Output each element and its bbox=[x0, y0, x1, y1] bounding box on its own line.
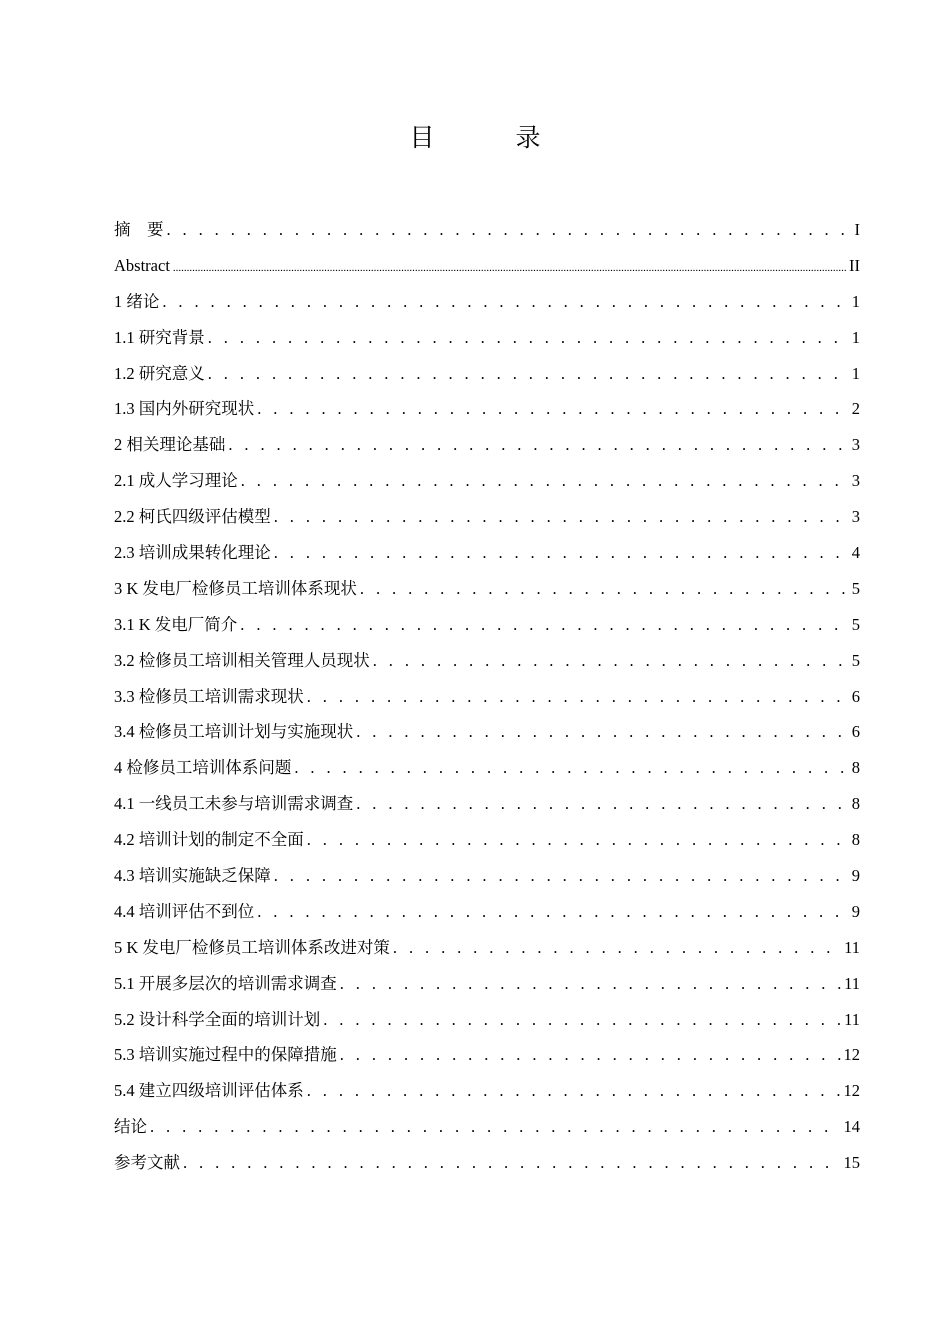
toc-leader-dots bbox=[208, 320, 849, 356]
toc-entry-section-3-2[interactable] bbox=[114, 643, 860, 679]
toc-leader-dots bbox=[360, 571, 849, 607]
toc-entry-page: 12 bbox=[843, 1081, 860, 1101]
toc-leader-dots bbox=[307, 1073, 841, 1109]
toc-entry-page: 1 bbox=[851, 363, 860, 383]
toc-entry-section-1-2[interactable] bbox=[114, 356, 860, 392]
toc-entry-section-2-1[interactable] bbox=[114, 463, 860, 499]
toc-entry-page: 8 bbox=[851, 794, 860, 814]
toc-entry-page: 11 bbox=[844, 973, 860, 993]
toc-entry-page: 6 bbox=[851, 722, 860, 742]
toc-entry-page: 3 bbox=[851, 435, 860, 455]
toc-entry-page: 15 bbox=[843, 1153, 860, 1173]
toc-leader-dots bbox=[257, 391, 849, 427]
toc-leader-dots bbox=[183, 1145, 841, 1181]
toc-entry-section-5-4[interactable] bbox=[114, 1073, 860, 1109]
toc-entry-section-2-3[interactable] bbox=[114, 535, 860, 571]
toc-leader-dots bbox=[162, 284, 848, 320]
toc-entry-page: 1 bbox=[851, 327, 860, 347]
toc-entry-section-4-1[interactable] bbox=[114, 786, 860, 822]
toc-entry-section-4-2[interactable] bbox=[114, 822, 860, 858]
toc-entry-page: 9 bbox=[851, 901, 860, 921]
toc-leader-dots bbox=[167, 212, 852, 248]
toc-entry-title: 5.4 建立四级培训评估体系 bbox=[114, 1081, 304, 1101]
toc-entry-page: 5 bbox=[851, 650, 860, 670]
toc-entry-section-3-3[interactable] bbox=[114, 679, 860, 715]
page-title: 目 录 bbox=[409, 123, 569, 152]
toc-entry-title: 3.3 检修员工培训需求现状 bbox=[114, 686, 304, 706]
toc-entry-conclusion[interactable] bbox=[114, 1109, 860, 1145]
toc-leader-dots bbox=[241, 463, 849, 499]
toc-leader-dots bbox=[307, 679, 849, 715]
toc-entry-page: 11 bbox=[844, 937, 860, 957]
toc-leader-dots bbox=[208, 356, 849, 392]
toc-entry-title: 1.3 国内外研究现状 bbox=[114, 399, 255, 419]
toc-entry-section-5-1[interactable] bbox=[114, 966, 860, 1002]
toc-entry-page: 11 bbox=[844, 1009, 860, 1029]
toc-entry-page: 8 bbox=[851, 758, 860, 778]
toc-entry-title: 参考文献 bbox=[114, 1153, 180, 1173]
toc-entry-page: 1 bbox=[851, 291, 860, 311]
toc-entry-title: 4 检修员工培训体系问题 bbox=[114, 758, 292, 778]
toc-entry-section-4-3[interactable] bbox=[114, 858, 860, 894]
toc-leader-dots bbox=[240, 607, 848, 643]
toc-leader-dots bbox=[356, 786, 849, 822]
toc-entry-title: 结论 bbox=[114, 1117, 147, 1137]
toc-leader-dots bbox=[228, 427, 848, 463]
toc-entry-title: 2 相关理论基础 bbox=[114, 435, 226, 455]
toc-entry-title: 5.3 培训实施过程中的保障措施 bbox=[114, 1045, 337, 1065]
toc-entry-title: 摘 要 bbox=[114, 220, 164, 239]
toc-leader-dots bbox=[307, 822, 849, 858]
toc-entry-page: 8 bbox=[851, 830, 860, 850]
toc-entry-title: 5.1 开展多层次的培训需求调查 bbox=[114, 973, 337, 993]
toc-entry-section-3-4[interactable] bbox=[114, 714, 860, 750]
toc-leader-dots bbox=[274, 499, 849, 535]
toc-leader-dots bbox=[294, 750, 848, 786]
toc-leader-dots bbox=[323, 1002, 841, 1038]
toc-entry-page: 3 bbox=[851, 507, 860, 527]
toc-entry-title: 2.3 培训成果转化理论 bbox=[114, 543, 271, 563]
toc-entry-section-4-4[interactable] bbox=[114, 894, 860, 930]
toc-entry-chapter-4[interactable] bbox=[114, 750, 860, 786]
toc-entry-section-3-1[interactable] bbox=[114, 607, 860, 643]
toc-entry-title: 3.2 检修员工培训相关管理人员现状 bbox=[114, 650, 370, 670]
toc-leader-dots bbox=[340, 966, 841, 1002]
toc-entry-title: 5.2 设计科学全面的培训计划 bbox=[114, 1009, 321, 1029]
toc-entry-chapter-5[interactable] bbox=[114, 930, 860, 966]
toc-leader-dots bbox=[173, 251, 846, 284]
toc-entry-page: 5 bbox=[851, 578, 860, 598]
toc-entry-references[interactable] bbox=[114, 1145, 860, 1181]
toc-entry-page: 9 bbox=[851, 866, 860, 886]
toc-entry-title: 4.4 培训评估不到位 bbox=[114, 901, 255, 921]
toc-entry-title: 3 K 发电厂检修员工培训体系现状 bbox=[114, 578, 357, 598]
toc-entry-title: 1.1 研究背景 bbox=[114, 327, 205, 347]
toc-entry-section-1-1[interactable] bbox=[114, 320, 860, 356]
toc-entry-chapter-3[interactable] bbox=[114, 571, 860, 607]
toc-entry-title: 4.3 培训实施缺乏保障 bbox=[114, 866, 271, 886]
toc-leader-dots bbox=[393, 930, 841, 966]
toc-entry-chapter-1[interactable] bbox=[114, 284, 860, 320]
toc-leader-dots bbox=[340, 1037, 841, 1073]
table-of-contents bbox=[114, 212, 860, 1181]
toc-entry-section-1-3[interactable] bbox=[114, 391, 860, 427]
toc-entry-title: 2.2 柯氏四级评估模型 bbox=[114, 507, 271, 527]
toc-entry-title: 4.1 一线员工未参与培训需求调查 bbox=[114, 794, 354, 814]
toc-entry-section-5-3[interactable] bbox=[114, 1037, 860, 1073]
toc-entry-title: 3.4 检修员工培训计划与实施现状 bbox=[114, 722, 354, 742]
toc-entry-page: 5 bbox=[851, 614, 860, 634]
toc-entry-abstract-en[interactable] bbox=[114, 248, 860, 284]
toc-entry-title: 4.2 培训计划的制定不全面 bbox=[114, 830, 304, 850]
toc-entry-page: 6 bbox=[851, 686, 860, 706]
toc-entry-title: 1 绪论 bbox=[114, 291, 160, 311]
toc-entry-page: I bbox=[854, 220, 860, 239]
toc-entry-page: 14 bbox=[843, 1117, 860, 1137]
toc-entry-title: 1.2 研究意义 bbox=[114, 363, 205, 383]
toc-entry-section-2-2[interactable] bbox=[114, 499, 860, 535]
toc-entry-title: 3.1 K 发电厂简介 bbox=[114, 614, 238, 634]
toc-leader-dots bbox=[274, 535, 849, 571]
toc-entry-title: Abstract bbox=[114, 255, 170, 275]
toc-entry-section-5-2[interactable] bbox=[114, 1002, 860, 1038]
toc-leader-dots bbox=[274, 858, 849, 894]
toc-leader-dots bbox=[373, 643, 849, 679]
toc-entry-abstract-cn[interactable] bbox=[114, 212, 860, 248]
toc-entry-title: 5 K 发电厂检修员工培训体系改进对策 bbox=[114, 937, 390, 957]
toc-leader-dots bbox=[257, 894, 849, 930]
toc-entry-title: 2.1 成人学习理论 bbox=[114, 471, 238, 491]
toc-leader-dots bbox=[356, 714, 849, 750]
toc-leader-dots bbox=[150, 1109, 841, 1145]
toc-entry-page: 2 bbox=[851, 399, 860, 419]
toc-entry-page: II bbox=[849, 255, 860, 275]
toc-entry-page: 12 bbox=[843, 1045, 860, 1065]
toc-entry-chapter-2[interactable] bbox=[114, 427, 860, 463]
toc-entry-page: 3 bbox=[851, 471, 860, 491]
toc-entry-page: 4 bbox=[851, 543, 860, 563]
